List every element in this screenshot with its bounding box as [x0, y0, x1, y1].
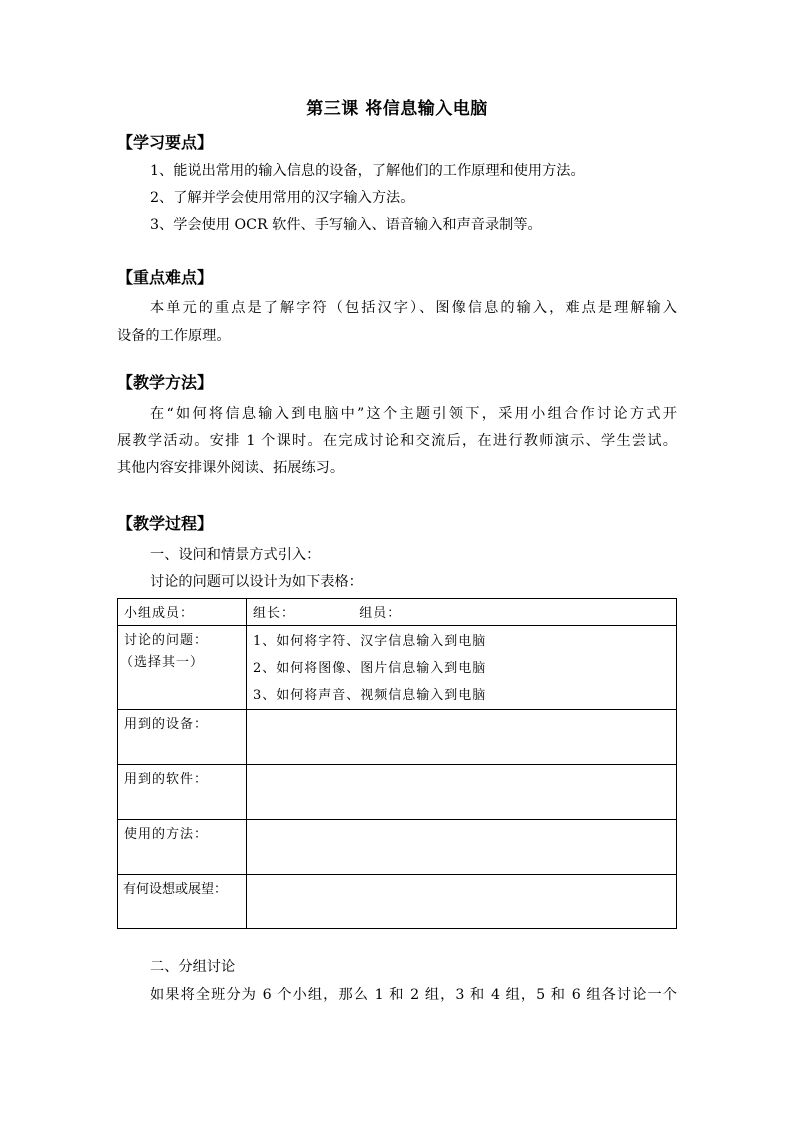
methods-line-1: 在“如何将信息输入到电脑中”这个主题引领下，采用小组合作讨论方式开 [150, 406, 677, 422]
method-label-cell [118, 820, 247, 875]
heading-methods: 【教学方法】 [117, 373, 214, 392]
discussion-table [117, 598, 677, 929]
difficulties-line-2: 设备的工作原理。 [117, 328, 231, 344]
leader-label: 组长： [253, 606, 296, 621]
table-row [118, 820, 677, 875]
question-label: 讨论的问题： [124, 633, 209, 648]
ideas-label: 有何设想或展望： [123, 882, 228, 897]
members-label: 小组成员： [124, 606, 195, 621]
devices-label: 用到的设备： [124, 717, 209, 732]
methods-line-3: 其他内容安排课外阅读、拓展练习。 [117, 460, 345, 476]
after-table-line-2: 如果将全班分为 6 个小组，那么 1 和 2 组，3 和 4 组，5 和 6 组各讨论一个 [150, 987, 677, 1003]
members-value-cell [247, 599, 677, 626]
members-label-2: 组员： [359, 606, 402, 621]
question-options-cell [247, 626, 677, 710]
method-value-cell[interactable] [247, 820, 677, 875]
question-sublabel: （选择其一） [120, 655, 205, 670]
table-row [118, 710, 677, 765]
methods-line-2: 展教学活动。安排 1 个课时。在完成讨论和交流后，在进行教师演示、学生尝试。 [117, 433, 677, 449]
key-point-3: 3、学会使用 OCR 软件、手写输入、语音输入和声音录制等。 [150, 217, 542, 233]
members-label-cell [118, 599, 247, 626]
table-row [118, 875, 677, 929]
heading-key-points: 【学习要点】 [117, 133, 214, 152]
question-label-cell [118, 626, 247, 710]
process-line-2: 讨论的问题可以设计为如下表格： [150, 574, 363, 590]
difficulties-line-1: 本单元的重点是了解字符（包括汉字）、图像信息的输入，难点是理解输入 [150, 300, 677, 316]
key-point-1: 1、能说出常用的输入信息的设备，了解他们的工作原理和使用方法。 [150, 163, 585, 179]
devices-label-cell [118, 710, 247, 765]
table-row [118, 765, 677, 820]
ideas-label-cell [118, 875, 247, 929]
table-row [118, 599, 677, 626]
method-label: 使用的方法： [124, 827, 209, 842]
after-table-line-1: 二、分组讨论 [150, 959, 236, 975]
question-option-2: 2、如何将图像、图片信息输入到电脑 [253, 661, 487, 676]
process-line-1: 一、设问和情景方式引入： [150, 547, 321, 563]
question-option-3: 3、如何将声音、视频信息输入到电脑 [253, 688, 487, 703]
table-row [118, 626, 677, 710]
software-value-cell[interactable] [247, 765, 677, 820]
ideas-value-cell[interactable] [247, 875, 677, 929]
key-point-2: 2、了解并学会使用常用的汉字输入方法。 [150, 190, 415, 206]
heading-difficulties: 【重点难点】 [117, 268, 214, 287]
software-label-cell [118, 765, 247, 820]
page-title: 第三课 将信息输入电脑 [306, 99, 488, 119]
devices-value-cell[interactable] [247, 710, 677, 765]
question-option-1: 1、如何将字符、汉字信息输入到电脑 [253, 634, 487, 649]
software-label: 用到的软件： [124, 772, 209, 787]
heading-process: 【教学过程】 [117, 514, 214, 533]
